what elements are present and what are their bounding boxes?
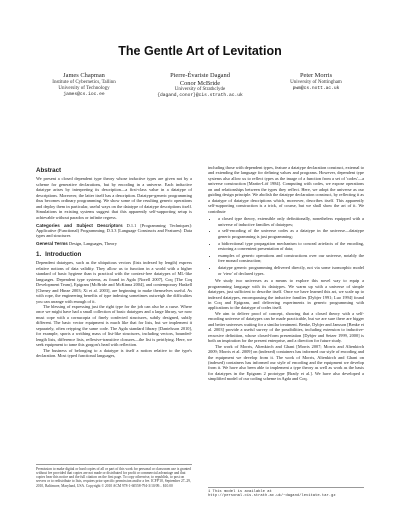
categories-line [36,223,192,239]
author-block [26,72,374,99]
categories-label: Categories and Subject Descriptors [36,222,123,228]
author-affiliation: Institute of Cybernetics, Tallinn [52,79,116,85]
intro-paragraph: The business of belonging to a datatype is itself a notion relative to the type's declaration. Most typed functional languages, [36,347,192,359]
list-item: • a bidirectional type propagation mechanism to conceal artefacts of the encoding, restoring a convenient presentation of data; [218,241,364,252]
section-title: Introduction [45,250,82,258]
terms-label: General Terms [36,241,68,247]
model-footnote[interactable]: 1 This model is available at http://personal.cis.strath.ac.uk/~dagand/levitate.tar.gz [208,487,364,499]
intro-paragraph: The blessing of expressing just the right type for the job can also be a curse. Where once we might have had a small collection of basic datatypes and a large library, we now must cope with a cornucopia of finely confected structures, subtly designed, subtly different. The basic vector equipment is much like that for lists, but we implement it separately, often retyping the same code. The Agda standard library [Danielsson 2010], for example, sports a writhing mass of list-like structures, including vectors, bounded-length lists, difference lists, reflexive-transitive closures—the list is petrifying. Here, we seek equipment to tame this gorgon's head with reflection. [36,303,192,348]
author-name: Peter Morris [299,72,333,79]
author-morris [258,72,374,99]
list-item: • a closed type theory, extensible only definitionally, nonetheless equipped with a universe of inductive families of datatypes; [218,216,364,227]
author-dagand-mcbride [142,72,258,99]
contribution-list [208,216,364,276]
author-name: James Chapman [63,72,105,79]
paper-title: The Gentle Art of Levitation [118,44,282,58]
list-item: • datatype generic programming delivered directly, not via some isomorphic model or 'view' of declared types. [218,265,364,276]
categories-text: D.1.1 [Programming Techniques]: Applicative (Functional) Programming; D.3.3 [Language Constructs and Features]: Data types and structures [36,222,192,239]
abstract-heading: Abstract [36,167,62,174]
author-email[interactable]: pwm@cs.nott.ac.uk [292,85,340,91]
author-email[interactable]: james@cs.ioc.ee [63,91,105,97]
author-name: Conor McBride [179,79,221,87]
author-email[interactable]: {dagand,conor}@cis.strath.ac.uk [157,93,243,99]
body-paragraph: We aim to deliver proof of concept, showing that a closed theory with a self-encoding universe of datatypes can be made practicable, but we are sure there are bigger and better universes waiting for a similar treatment. Benke, Dybjer and Jansson [Benke et al. 2003] provide a useful survey of the possibilities, including extension to inductive-recursive definition, whose closed-form presentation [Dybjer and Setzer 1999, 2000] is both an inspiration for the present enterprise, and a direction for future study. [208,310,364,344]
intro-heading [36,252,192,257]
list-item: • examples of generic operations and constructions over our universe, notably the free monad construction; [218,253,364,264]
intro-paragraph: Dependent datatypes, such as the ubiquitous vectors (lists indexed by length) express relative notions of data validity. They allow us to function in a world with a higher standard of basic hygiene than is practical with the context-free datatypes of ML-like languages. Dependent type systems, as found in Agda [Norell 2007], Coq [The Coq Development Team], Epigram [McBride and McKinna 2004], and contemporary Haskell [Cheney and Hinze 2003; Xi et al. 2003], are beginning to make themselves useful. As with rope, the engineering benefits of type indexing sometimes outweigh the difficulties you can arrange with enough of it. [36,260,192,304]
author-affiliation: University of Technology [58,85,110,91]
list-item: • a self-encoding of the universe codes as a datatype in the universe—datatype generic programming is just programming; [218,228,364,239]
author-name: Pierre-Évariste Dagand [170,72,230,79]
author-affiliation: University of Nottingham [290,79,342,85]
body-paragraph: including those with dependent types, feature a datatype declaration construct, external to and extending the language for defining values and programs. However, dependent type systems also allow us to reflect types as the image of a function from a set of 'codes'—a universe construction [Martin-Löf 1984]. Computing with codes, we expose operations on and relationships between the types they reflect. Here, we adopt the universe as our guiding design principle. We abolish the datatype declaration construct, by reflecting it as a datatype of datatype descriptions which, moreover, describes itself. This apparently self-supporting construction is a trick, of course, but we shall show the art of it. We contribute [208,165,364,214]
abstract-text: We present a closed dependent type theory whose inductive types are given not by a scheme for generative declarations, but by encoding in a universe. Each inductive datatype arises by interpreting its description—a first-class value in a datatype of descriptions. Moreover, the latter itself has a description. Datatype-generic programming thus becomes ordinary programming. We show some of the resulting generic operations and deploy them in particular, useful ways on the datatype of datatype descriptions itself. Simulations in existing systems suggest that this apparently self-supporting setup is achievable without paradox or infinite regress. [36,176,192,220]
left-column [36,165,192,359]
right-column [208,165,364,382]
author-chapman [26,72,142,99]
author-affiliation: University of Strathclyde [174,87,226,92]
general-terms-line [36,241,192,246]
body-paragraph: We study two universes as a means to explore this novel way to equip a programming language with its datatypes. We warm up with a universe of simple datatypes, just sufficient to describe itself. Once we have learned this art, we scale up to indexed datatypes, encompassing the inductive families [Dybjer 1991; Luo 1994] found in Coq and Epigram, and delivering experiments in generic programming with applications to the datatype of codes itself. [208,278,364,311]
section-number: 1. [36,250,42,258]
terms-text: Design, Languages, Theory [68,241,117,247]
copyright-footnote: Permission to make digital or hard copies of all or part of this work for personal or classroom use is granted without fee provided that copies are not made or distributed for profit or commercial advantage and that copies bear this notice and the full citation on the first page. To copy otherwise, to republish, to post on servers or to redistribute to lists, requires prior specific permission and/or a fee. ICFP'10, September 27–29, 2010, Baltimore, Maryland, USA. Copyright © 2010 ACM 978-1-60558-794-3/10/09... $10.00 [36,464,192,488]
body-paragraph: The work of Morris, Altenkirch and Ghani [Morris 2007; Morris and Altenkirch 2009; Morris et al. 2009] on (indexed) containers has informed our style of encoding and the equipment we develop from it. The work of Morris, Altenkirch and Ghani on (indexed) containers has informed our style of encoding and the equipment we develop from it. We have also been able to implement a type theory as well as work as the basis for datatypes in the Epigram 2 prototype [Brady et al.]. We have also developed a simplified model of our coding scheme in Agda and Coq. [208,343,364,382]
